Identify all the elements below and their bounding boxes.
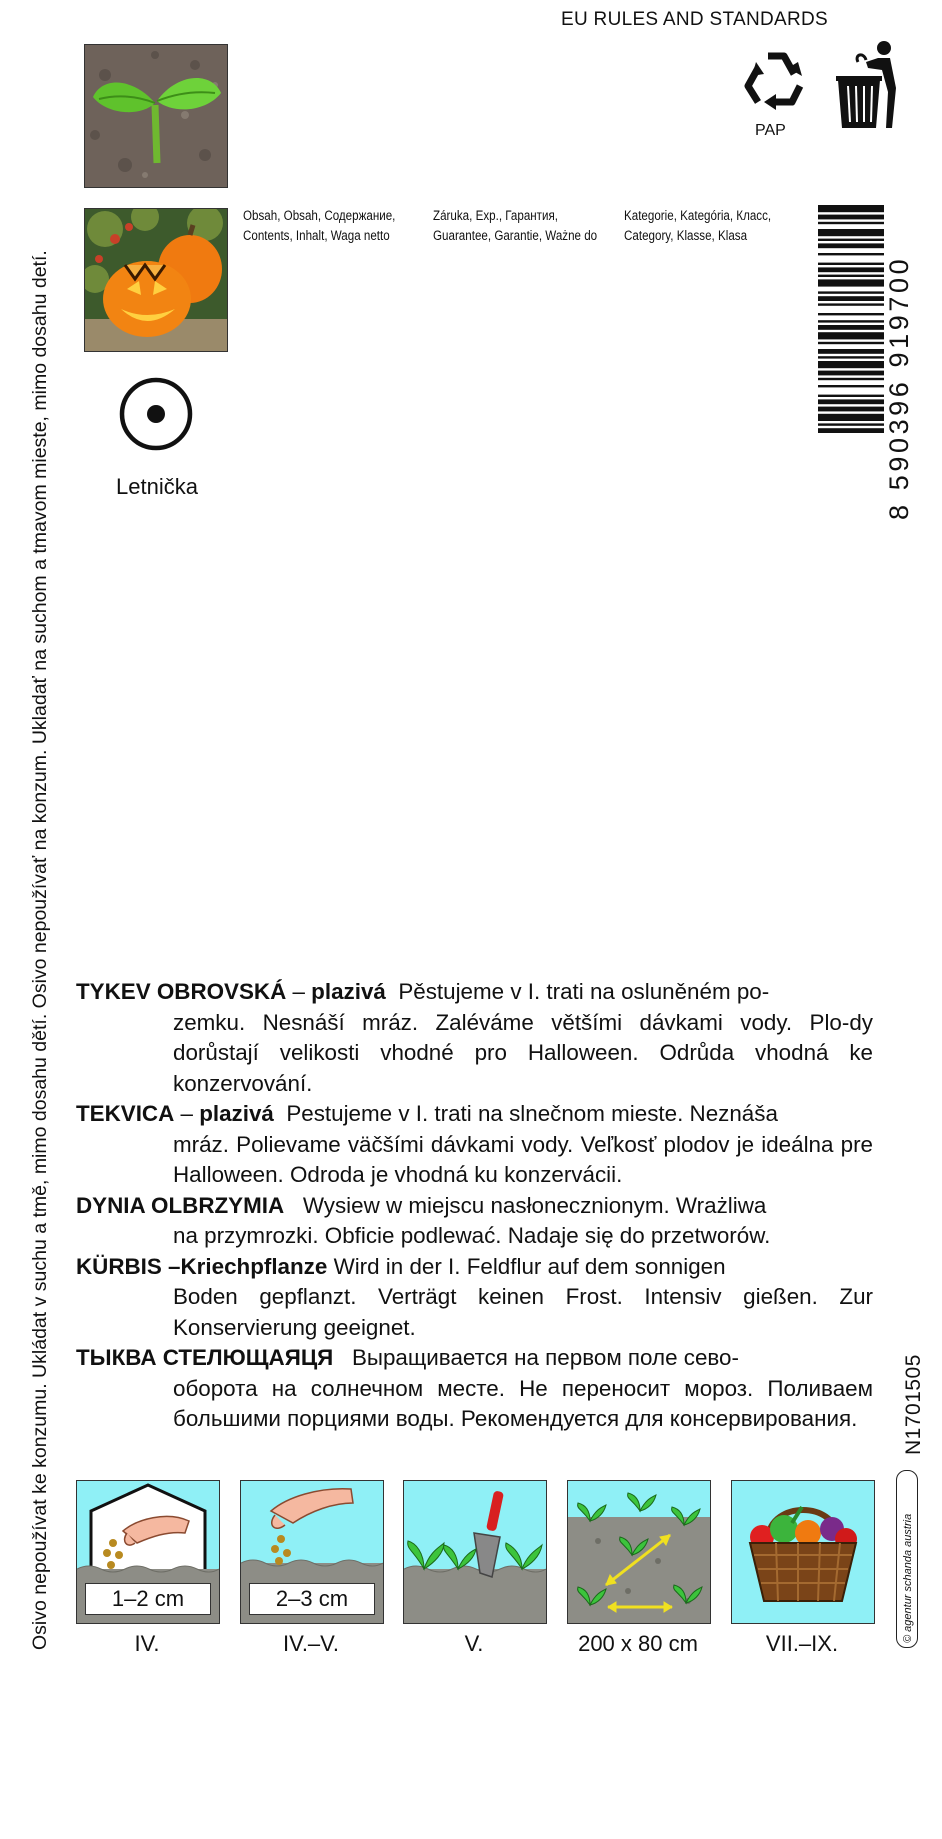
annual-label: Letnička	[116, 474, 198, 499]
pap-label: PAP	[755, 122, 786, 139]
barcode-bar	[818, 313, 884, 315]
description-text: mráz. Polievame väčšími dávkami vody. Veľkosť plodov je ideálna pre Halloween. Odroda je vhodná ku konzervácii.	[173, 1131, 873, 1187]
barcode-bar	[818, 239, 884, 241]
barcode-bar	[818, 275, 884, 277]
guarantee-header-line-2: Guarantee, Garantie, Ważne do	[433, 228, 598, 243]
barcode-bar	[818, 378, 884, 380]
category-header-line-1: Kategorie, Kategória, Класс,	[624, 208, 772, 223]
barcode-bar	[818, 342, 884, 344]
description-text: Boden gepflanzt. Verträgt keinen Frost. Intensiv gießen. Zur Konservierung geeignet.	[173, 1284, 873, 1340]
description-separator: –	[174, 1101, 200, 1126]
description-first-line: Выращивается на первом поле сево-	[351, 1345, 739, 1370]
step-label: VII.–IX.	[765, 1631, 839, 1656]
barcode-bar	[818, 229, 884, 236]
transplant-icon	[404, 1481, 546, 1623]
description-subtitle: plazivá	[199, 1101, 274, 1126]
product-code: N1701505	[902, 1354, 925, 1455]
barcode-bar	[818, 356, 884, 358]
description-title: TEKVICA	[76, 1101, 175, 1126]
barcode-bar	[818, 414, 884, 421]
category-header-line-2: Category, Klasse, Klasa	[624, 228, 748, 243]
description-separator: –	[286, 979, 312, 1004]
step-label: IV.–V.	[283, 1631, 339, 1656]
barcode-bar	[818, 371, 884, 376]
barcode-bar	[818, 395, 884, 397]
barcode-bar	[818, 385, 884, 387]
barcode-bar	[818, 222, 884, 224]
contents-header-line-1: Obsah, Obsah, Содержание,	[243, 208, 396, 223]
product-descriptions	[76, 977, 873, 1435]
description-text: оборота на солнечном месте. Не переносит мороз. Поливаем большими порциями воды. Рекомендуется для консервирования.	[173, 1375, 873, 1431]
side-warning-text: Osivo nepoužívat ke konzumu. Ukládat v suchu a tmě, mimo dosahu dětí. Osivo nepoužívať na konzum. Ukladať na suchom a tmavom mieste, mimo dosahu detí.	[29, 250, 51, 1650]
barcode-bar	[818, 296, 884, 301]
annual-plant-icon	[118, 376, 194, 452]
step-label: IV.	[134, 1631, 160, 1656]
eu-rules-label: EU RULES AND STANDARDS	[560, 9, 828, 30]
description-text: zemku. Nesnáší mráz. Zaléváme většími dávkami vody. Plo-dy dorůstají velikosti vhodné pro Halloween. Odrůda vhodná ke konzervování.	[173, 1009, 873, 1096]
barcode-bar	[818, 215, 884, 220]
barcode-bar	[818, 263, 884, 265]
description-first-line: Wysiew w miejscu nasłonecznionym. Wrażliwa	[302, 1192, 767, 1218]
barcode-bar	[818, 349, 884, 354]
step-sowing-greenhouse	[76, 1480, 220, 1624]
description-cz	[76, 977, 873, 1099]
description-text: na przymrozki. Obficie podlewać. Nadaje się do przetworów.	[173, 1223, 771, 1248]
description-de	[76, 1252, 873, 1344]
step-spacing	[567, 1480, 711, 1624]
step-depth: 2–3 cm	[249, 1583, 375, 1615]
step-sowing-outdoor	[240, 1480, 384, 1624]
barcode	[818, 205, 884, 530]
category-header	[624, 206, 771, 246]
step-label: V.	[464, 1631, 484, 1656]
seedling-photo	[84, 44, 228, 188]
copyright-label: © agentur schanda austria	[902, 1513, 914, 1643]
description-subtitle: plazivá	[311, 979, 386, 1004]
description-first-line: Pestujeme v I. trati na slnečnom mieste. Neznáša	[286, 1101, 778, 1126]
contents-header	[243, 206, 395, 246]
description-ru	[76, 1343, 873, 1435]
barcode-bar	[818, 407, 884, 412]
barcode-bar	[818, 303, 884, 305]
step-label: 200 x 80 cm	[578, 1631, 698, 1656]
barcode-bar	[818, 325, 884, 330]
step-transplant	[403, 1480, 547, 1624]
description-title: DYNIA OLBRZYMIA	[76, 1192, 285, 1218]
tidy-man-trash-icon	[834, 40, 906, 130]
step-depth: 1–2 cm	[85, 1583, 211, 1615]
barcode-bar	[818, 320, 884, 322]
guarantee-header	[433, 206, 597, 246]
barcode-bar	[818, 291, 884, 293]
barcode-digits: 8 590396 919700	[884, 255, 914, 520]
description-sk	[76, 1099, 873, 1191]
barcode-bar	[818, 243, 884, 248]
contents-header-line-2: Contents, Inhalt, Waga netto	[243, 228, 390, 243]
description-title: KÜRBIS –Kriechpflanze	[76, 1253, 328, 1279]
description-title: TYKEV OBROVSKÁ	[76, 979, 287, 1004]
barcode-bar	[818, 423, 884, 425]
barcode-bar	[818, 428, 884, 433]
barcode-bar	[818, 399, 884, 404]
description-pl	[76, 1191, 873, 1252]
description-title: ТЫКВА СТЕЛЮЩАЯЦЯ	[76, 1345, 334, 1370]
barcode-bar	[818, 253, 884, 255]
pumpkin-photo	[84, 208, 228, 352]
description-first-line: Pěstujeme v I. trati na osluněném po-	[398, 979, 770, 1004]
description-first-line: Wird in der I. Feldflur auf dem sonnigen	[333, 1253, 726, 1279]
barcode-bar	[818, 279, 884, 286]
spacing-icon	[568, 1481, 710, 1623]
guarantee-header-line-1: Záruka, Exp., Гарантия,	[433, 208, 559, 223]
step-harvest	[731, 1480, 875, 1624]
barcode-bar	[818, 267, 884, 272]
harvest-basket-icon	[732, 1481, 874, 1623]
barcode-bar	[818, 205, 884, 212]
barcode-bar	[818, 332, 884, 339]
recycle-icon	[740, 46, 812, 118]
barcode-bar	[818, 361, 884, 368]
